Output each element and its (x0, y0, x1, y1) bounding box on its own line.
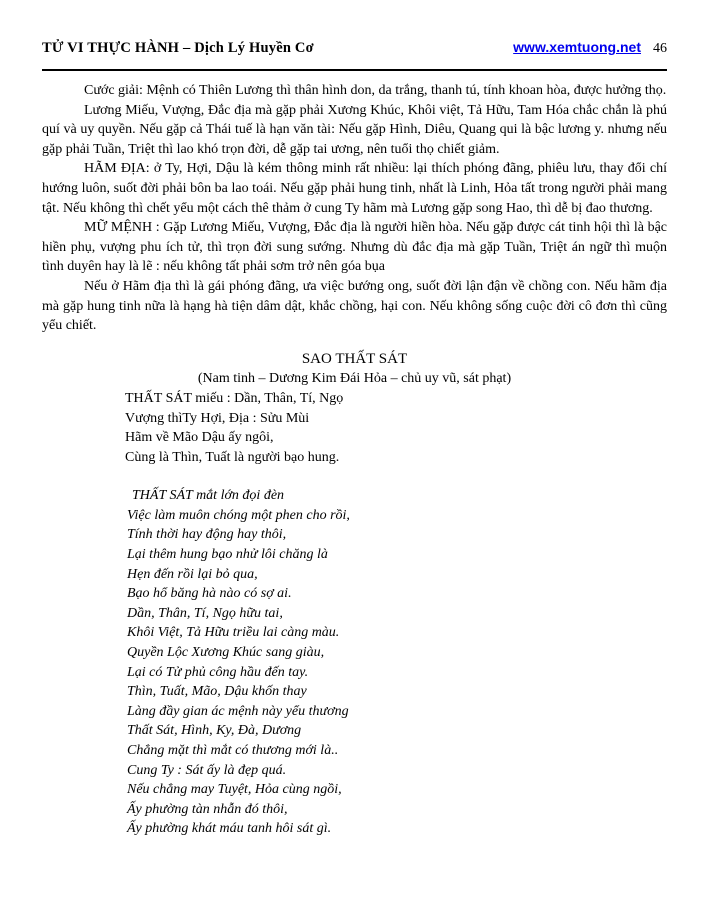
quatrain-line: Vượng thìTy Hợi, Địa : Sửu Mùi (125, 410, 310, 426)
paragraph-luong-mieu: Lương Miếu, Vượng, Đắc địa mà gặp phải Xương Khúc, Khôi việt, Tả Hữu, Tam Hóa chắc chắn là phú quí và uy quyền. Nếu gặp cả Thái tuế là hạn văn tài: Nếu gặp Hình, Diêu, Quang qui là bậc lương y. nhưng nếu gặp phải Tuần, Triệt thì lao khó trọn đời, dễ gặp tai ương, nên tuổi thọ chiết giảm. (42, 102, 667, 157)
verse-line: Ấy phường tàn nhẫn đó thôi, (127, 801, 288, 817)
verse-line: Nếu chẳng may Tuyệt, Hỏa cùng ngồi, (127, 782, 342, 798)
verse-line: Bạo hổ băng hà nào có sợ ai. (127, 586, 292, 602)
verse-line: Làng đầy gian ác mệnh này yểu thương (127, 703, 349, 719)
verse-line: Thìn, Tuất, Mão, Dậu khốn thay (127, 684, 307, 700)
book-title: TỬ VI THỰC HÀNH – Dịch Lý Huyền Cơ (42, 40, 314, 56)
page-header (42, 38, 667, 58)
verse-line: Dần, Thân, Tí, Ngọ hữu tai, (127, 605, 283, 621)
paragraph-nu-menh: MỮ MỆNH : Gặp Lương Miếu, Vượng, Đắc địa là người hiền hòa. Nếu gặp được cát tinh hội thì là bậc hiền phụ, vượng phu ích tử, thì trọn đời sung sướng. Nhưng dù đắc địa mà gặp Tuần, Triệt án ngữ thì muộn tình duyên hay là lẽ : nếu không tất phải sơm trở nên góa bụa (42, 220, 667, 275)
verse-line: Thất Sát, Hình, Ky, Đà, Dương (127, 723, 302, 739)
verse-line: Lại có Tử phủ công hầu đến tay. (127, 664, 309, 680)
verse-line: Ấy phường khát máu tanh hôi sát gì. (127, 821, 332, 837)
verse-line: Tính thời hay động hay thôi, (127, 527, 287, 543)
quatrain-line: Hãm về Mão Dậu ấy ngôi, (125, 430, 274, 446)
verse-line: Khôi Việt, Tả Hữu triều lai càng màu. (127, 625, 340, 641)
quatrain-block (125, 389, 667, 467)
quatrain-line: Cùng là Thìn, Tuất là người bạo hung. (125, 449, 340, 465)
verse-block (127, 486, 667, 839)
header-rule-divider (42, 69, 667, 71)
paragraph-ham-dia: HÃM ĐỊA: ở Ty, Hợi, Dậu là kém thông minh rất nhiều: lại thích phóng đãng, phiêu lưu, thay đổi chí hướng luôn, suốt đời phải bôn ba lao toái. Nếu gặp phải hung tinh, nhất là Linh, Hỏa tất trong người phải mang tật. Nếu không thì chết yểu một cách thê thảm ở cung Ty hãm mà Lương gặp song Hao, thì dễ bị đao thương. (42, 161, 667, 216)
document-body (42, 81, 667, 839)
verse-line: Lại thêm hung bạo nhử lôi chăng là (127, 547, 328, 563)
header-right (513, 38, 667, 58)
verse-line: Cung Ty : Sát ấy là đẹp quá. (127, 762, 287, 778)
paragraph-ham-dia-gai: Nếu ở Hãm địa thì là gái phóng đãng, ưa việc bướng ong, suốt đời lận đận về chồng con. Nếu hãm địa mà gặp hung tinh nữa là hạng hà tiện dâm dật, khắc chồng, hại con. Nếu không sống cuộc đời cô đơn thì cũng yểu chiết. (42, 278, 667, 334)
section-subtitle: (Nam tinh – Dương Kim Đái Hỏa – chủ uy vũ, sát phạt) (197, 371, 512, 387)
paragraph-cuoc-giai: Cước giải: Mệnh có Thiên Lương thì thân hình don, da trắng, thanh tú, tính khoan hòa, được hưởng thọ. (84, 83, 667, 98)
verse-line: Quyền Lộc Xương Khúc sang giàu, (127, 645, 325, 661)
section-title: SAO THẤT SÁT (301, 350, 408, 367)
quatrain-line: THẤT SÁT miếu : Dần, Thân, Tí, Ngọ (125, 390, 344, 406)
verse-line: Chẳng mặt thì mắt có thương mới là.. (127, 743, 339, 758)
page-number: 46 (653, 41, 667, 56)
verse-line: Việc làm muôn chóng một phen cho rồi, (127, 507, 350, 523)
verse-line: THẤT SÁT mắt lớn đọi đèn (132, 488, 285, 504)
verse-line: Hẹn đến rồi lại bỏ qua, (127, 566, 258, 582)
website-link[interactable]: www.xemtuong.net (513, 39, 641, 55)
